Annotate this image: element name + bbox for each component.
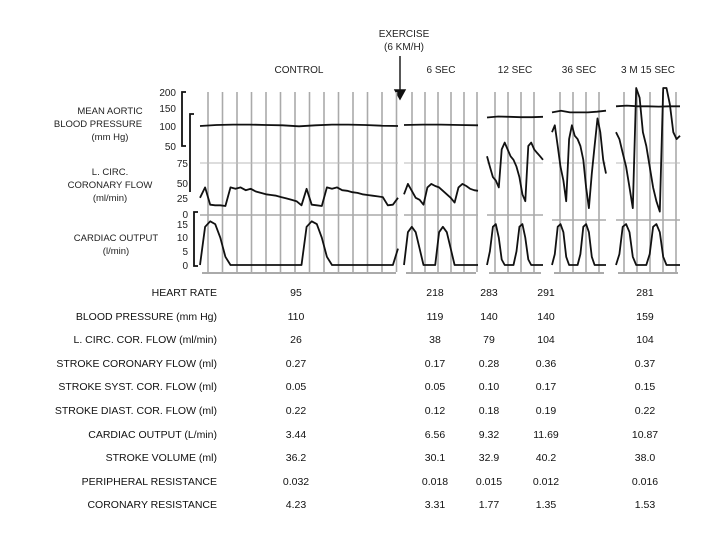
table-row (0, 452, 720, 472)
coronary-flow-trace (404, 184, 478, 205)
panel-12-sec (487, 65, 543, 273)
row-value: 36.2 (285, 452, 307, 465)
panel-3-m-15-sec (616, 65, 680, 273)
row-value: 30.1 (424, 452, 446, 465)
row-label: PERIPHERAL RESISTANCE (81, 475, 217, 488)
row-label: CORONARY RESISTANCE (87, 499, 217, 512)
row-label: STROKE DIAST. COR. FLOW (ml) (54, 405, 217, 417)
row-value: 0.15 (634, 381, 656, 394)
table-row (0, 405, 720, 425)
row-value: 119 (426, 310, 444, 323)
row-value: 0.012 (532, 475, 560, 488)
output-label: CARDIAC OUTPUT (73, 233, 159, 244)
table-row (0, 429, 720, 449)
row-value: 0.05 (285, 381, 307, 394)
tick-label: 10 (176, 233, 188, 244)
table-row (0, 499, 720, 519)
row-value: 40.2 (535, 452, 557, 465)
panel-label: 36 SEC (561, 65, 597, 76)
row-value: 38.0 (634, 452, 656, 465)
table-row (0, 476, 720, 496)
track-labels (54, 106, 159, 257)
tick-label: 5 (182, 247, 188, 258)
row-value: 0.17 (535, 381, 557, 394)
row-value: 0.17 (424, 357, 446, 370)
pressure-label: MEAN AORTIC (77, 106, 143, 117)
table-row (0, 311, 720, 331)
exercise-label: EXERCISE (378, 29, 430, 40)
row-label: STROKE SYST. COR. FLOW (ml) (58, 381, 217, 394)
row-value: 4.23 (285, 499, 307, 512)
panel-label: 12 SEC (497, 65, 533, 76)
row-label: L. CIRC. COR. FLOW (ml/min) (73, 334, 217, 347)
panel-6-sec (404, 65, 478, 273)
pressure-label-2: BLOOD PRESSURE (53, 119, 143, 130)
row-value: 0.032 (282, 475, 310, 488)
row-value: 0.016 (631, 475, 659, 488)
row-value: 0.10 (478, 381, 500, 394)
panel-label: 3 M 15 SEC (621, 65, 675, 76)
tick-label: 15 (176, 220, 188, 231)
flow-label-2: CORONARY FLOW (67, 180, 153, 191)
row-value: 159 (636, 310, 654, 323)
pressure-trace (487, 117, 543, 118)
row-value: 9.32 (478, 428, 500, 441)
row-value: 3.31 (424, 499, 446, 512)
row-value: 104 (537, 334, 555, 347)
row-value: 0.05 (424, 381, 446, 394)
row-value: 0.018 (421, 475, 449, 488)
tick-label: 25 (176, 194, 188, 205)
pressure-axis-bracket (182, 92, 194, 192)
row-value: 281 (636, 287, 654, 299)
y-axis-ticks (159, 88, 198, 272)
panel-36-sec (552, 65, 606, 273)
row-label: HEART RATE (151, 287, 217, 299)
row-label: CARDIAC OUTPUT (L/min) (88, 428, 217, 441)
row-value: 1.35 (535, 499, 557, 512)
row-value: 1.53 (634, 499, 656, 512)
row-value: 0.37 (634, 357, 656, 370)
row-label: STROKE VOLUME (ml) (105, 452, 217, 465)
panel-label: 6 SEC (426, 65, 456, 76)
tick-label: 50 (176, 179, 188, 190)
panel-label: CONTROL (274, 65, 324, 76)
row-value: 140 (537, 310, 555, 323)
row-value: 79 (483, 334, 495, 347)
row-value: 0.015 (475, 475, 503, 488)
row-value: 10.87 (631, 428, 659, 441)
output-unit: (l/min) (102, 246, 130, 257)
row-value: 0.22 (634, 405, 656, 417)
exercise-annotation (379, 29, 430, 99)
cardiac-output-trace (404, 227, 478, 265)
tick-label: 0 (182, 210, 188, 221)
row-value: 38 (429, 334, 441, 347)
table-row (0, 358, 720, 378)
row-value: 0.28 (478, 357, 500, 370)
row-value: 0.22 (285, 405, 307, 417)
tick-label: 75 (176, 159, 188, 170)
row-value: 11.69 (533, 428, 559, 441)
row-value: 1.77 (478, 499, 500, 512)
row-value: 291 (537, 287, 555, 299)
flow-label: L. CIRC. (91, 167, 129, 178)
row-value: 95 (290, 287, 302, 299)
table-row (0, 381, 720, 401)
row-value: 26 (290, 334, 302, 347)
row-value: 32.9 (478, 452, 500, 465)
cardiac-output-trace (616, 224, 680, 265)
row-value: 110 (287, 310, 305, 323)
row-value: 140 (480, 310, 498, 323)
row-value: 3.44 (285, 428, 307, 441)
row-value: 283 (480, 287, 498, 299)
row-value: 0.27 (285, 357, 307, 370)
tick-label: 150 (159, 104, 176, 115)
tick-label: 200 (159, 88, 176, 99)
row-label: BLOOD PRESSURE (mm Hg) (75, 310, 217, 323)
pressure-unit: (mm Hg) (91, 132, 129, 143)
tick-label: 50 (164, 142, 176, 153)
panel-control (200, 65, 398, 273)
row-value: 0.36 (535, 357, 557, 370)
row-label: STROKE CORONARY FLOW (ml) (56, 357, 217, 370)
output-axis-bracket (194, 212, 198, 266)
exercise-speed: (6 KM/H) (384, 42, 424, 53)
table-row (0, 334, 720, 354)
row-value: 6.56 (424, 428, 446, 441)
table-row (0, 287, 720, 307)
pressure-trace (404, 125, 478, 126)
row-value: 0.19 (535, 405, 557, 417)
row-value: 104 (636, 334, 654, 347)
tick-label: 100 (159, 122, 176, 133)
tick-label: 0 (182, 261, 188, 272)
row-value: 218 (426, 287, 444, 299)
flow-unit: (ml/min) (92, 193, 128, 204)
row-value: 0.18 (478, 405, 500, 417)
row-value: 0.12 (424, 405, 446, 417)
